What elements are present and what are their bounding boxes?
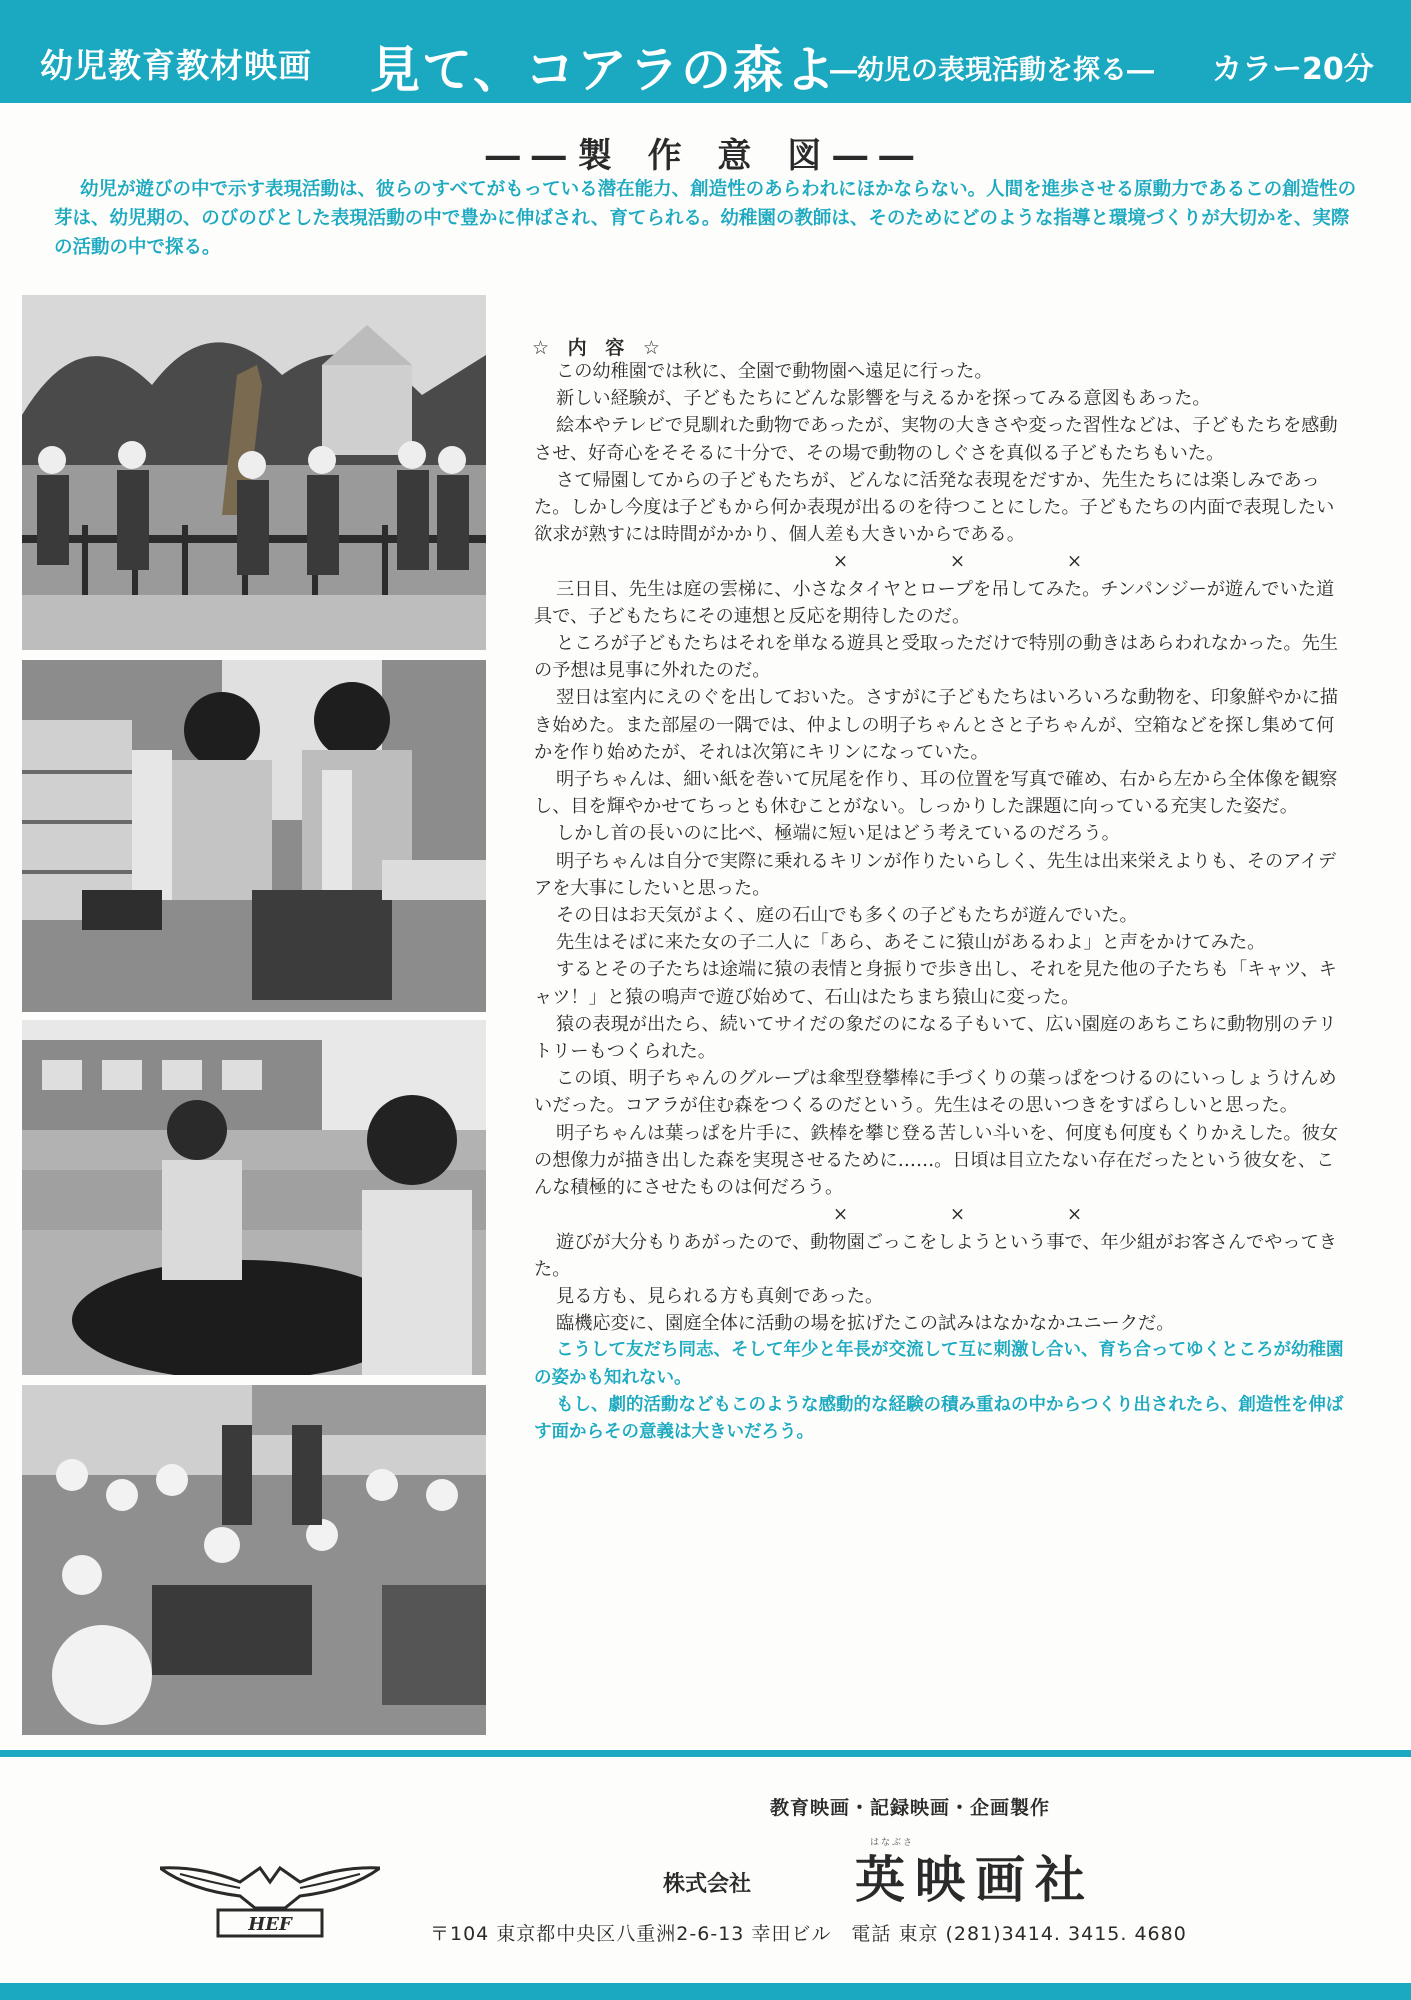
photo-playground-image xyxy=(22,1020,486,1375)
content-paragraph: この頃、明子ちゃんのグループは傘型登攀棒に手づくりの葉っぱをつけるのにいっしょうけんめいだった。コアラが住む森をつくるのだという。先生はその思いつきをすばらしいと思った。 xyxy=(534,1068,1337,1117)
content-paragraph: 見る方も、見られる方も真剣であった。 xyxy=(556,1285,884,1307)
photo-zoo-excursion xyxy=(22,295,486,650)
footer-bottom-band xyxy=(0,1983,1411,2000)
content-paragraph: するとその子たちは途端に猿の表情と身振りで歩き出し、それを見た他の子たちも「キャツ、キャツ！」と猿の鳴声で遊び始めて、石山はたちまち猿山に変った。 xyxy=(534,959,1337,1008)
eagle-logo-icon xyxy=(160,1860,380,1940)
series-label: 幼児教育教材映画 xyxy=(40,46,312,85)
photo-playground xyxy=(22,1020,486,1375)
hef-logo xyxy=(160,1860,380,1944)
intent-heading: ――製 作 意 図―― xyxy=(485,136,926,176)
header-banner xyxy=(0,0,1411,103)
content-paragraph: さて帰園してからの子どもたちが、どんなに活発な表現をだすか、先生たちには楽しみであった。しかし今度は子どもから何か表現が出るのを待つことにした。子どもたちの内面で表現したい欲求が熟すには時間がかかり、個人差も大きいからである。 xyxy=(534,469,1335,546)
content-paragraph: 明子ちゃんは、細い紙を巻いて尻尾を作り、耳の位置を写真で確め、右から左から全体像を観察し、目を輝やかせてちっとも休むことがない。しっかりした課題に向っている充実した姿だ。 xyxy=(534,769,1338,818)
content-paragraph: この幼稚園では秋に、全園で動物園へ遠足に行った。 xyxy=(556,361,993,382)
content-paragraph: 臨機応変に、園庭全体に活動の場を拡げたこの試みはなかなかユニークだ。 xyxy=(556,1313,1175,1335)
content-paragraph: 翌日は室内にえのぐを出しておいた。さすがに子どもたちはいろいろな動物を、印象鮮やかに描き始めた。また部屋の一隅では、仲よしの明子ちゃんとさと子ちゃんが、空箱などを探し集めて何かを作り始めたが、それは次第にキリンになっていた。 xyxy=(534,687,1339,763)
content-paragraph: 先生はそばに来た女の子二人に「あら、あそこに猿山があるわよ」と声をかけてみた。 xyxy=(556,932,1266,954)
film-subtitle: ―幼児の表現活動を探る― xyxy=(830,55,1154,86)
photo-giraffe-craft xyxy=(22,660,486,1012)
content-paragraph: ところが子どもたちはそれを単なる遊具と受取っただけで特別の動きはあらわれなかった。先生の予想は見事に外れたのだ。 xyxy=(534,633,1339,682)
company-address: 〒104 東京都中央区八重洲2-6-13 幸田ビル 電話 東京 (281)3414. 3415. 4680 xyxy=(430,1923,1187,1945)
company-type: 株式会社 xyxy=(663,1872,752,1897)
content-paragraph: 明子ちゃんは葉っぱを片手に、鉄棒を攀じ登る苦しい斗いを、何度も何度もくりかえした。彼女の想像力が描き出した森を実現させるために……。日頃は目立たない存在だったという彼女を、こんな積極的にさせたものは何だろう。 xyxy=(534,1122,1339,1199)
content-paragraph: 猿の表現が出たら、続いてサイだの象だのになる子もいて、広い園庭のあちこちに動物別のテリトリーもつくられた。 xyxy=(534,1013,1337,1063)
highlight-paragraph: もし、劇的活動などもこのような感動的な経験の積み重ねの中からつくり出されたら、創造性を伸ばす面からその意義は大きいだろう。 xyxy=(534,1394,1344,1442)
highlight-paragraph: こうして友だち同志、そして年少と年長が交流して互に刺激し合い、育ち合ってゆくところが幼稚園の姿かも知れない。 xyxy=(534,1340,1344,1388)
content-body xyxy=(534,358,1349,1446)
photo-zoo-play-image xyxy=(22,1385,486,1735)
company-genres: 教育映画・記録映画・企画製作 xyxy=(770,1797,1051,1819)
footer-divider xyxy=(0,1750,1411,1757)
photo-zoo-play xyxy=(22,1385,486,1735)
content-paragraph: 遊びが大分もりあがったので、動物園ごっこをしようという事で、年少組がお客さんでやってきた。 xyxy=(534,1231,1337,1280)
content-paragraph: 絵本やテレビで見馴れた動物であったが、実物の大きさや変った習性などは、子どもたちを感動させ、好奇心をそそるに十分で、その場で動物のしぐさを真似る子どもたちもいた。 xyxy=(534,415,1338,464)
content-heading: ☆ 内 容 ☆ xyxy=(532,337,666,359)
company-name-ruby: はなぶさ xyxy=(870,1838,915,1848)
photo-zoo-image xyxy=(22,295,486,650)
content-paragraph: 三日目、先生は庭の雲梯に、小さなタイヤとロープを吊してみた。チンパンジーが遊んでいた道具で、子どもたちにその連想と反応を期待したのだ。 xyxy=(534,578,1335,627)
content-paragraph: しかし首の長いのに比べ、極端に短い足はどう考えているのだろう。 xyxy=(556,823,1120,845)
company-name: 英映画社 xyxy=(855,1850,1095,1909)
film-title: 見て、コアラの森よ xyxy=(370,41,837,99)
content-paragraph: 新しい経験が、子どもたちにどんな影響を与えるかを探ってみる意図もあった。 xyxy=(556,388,1211,410)
photo-craft-image xyxy=(22,660,486,1012)
intent-text: 幼児が遊びの中で示す表現活動は、彼らのすべてがもっている潜在能力、創造性のあらわれにほかならない。人間を進歩させる原動力であるこの創造性の芽は、幼児期の、のびのびとした表現活動の中で豊かに伸ばされ、育てられる。幼稚園の教師は、そのためにどのような指導と環境づくりが大切かを、実際の活動の中で探る。 xyxy=(54,179,1357,258)
content-paragraph: その日はお天気がよく、庭の石山でも多くの子どもたちが遊んでいた。 xyxy=(556,905,1138,927)
section-separator: × × × xyxy=(832,551,1131,573)
section-separator: × × × xyxy=(832,1204,1131,1226)
film-length: カラー20分 xyxy=(1212,52,1374,87)
logo-text: HEF xyxy=(248,1914,292,1935)
content-paragraph: 明子ちゃんは自分で実際に乗れるキリンが作りたいらしく、先生は出来栄えよりも、そのアイデアを大事にしたいと思った。 xyxy=(534,850,1337,899)
